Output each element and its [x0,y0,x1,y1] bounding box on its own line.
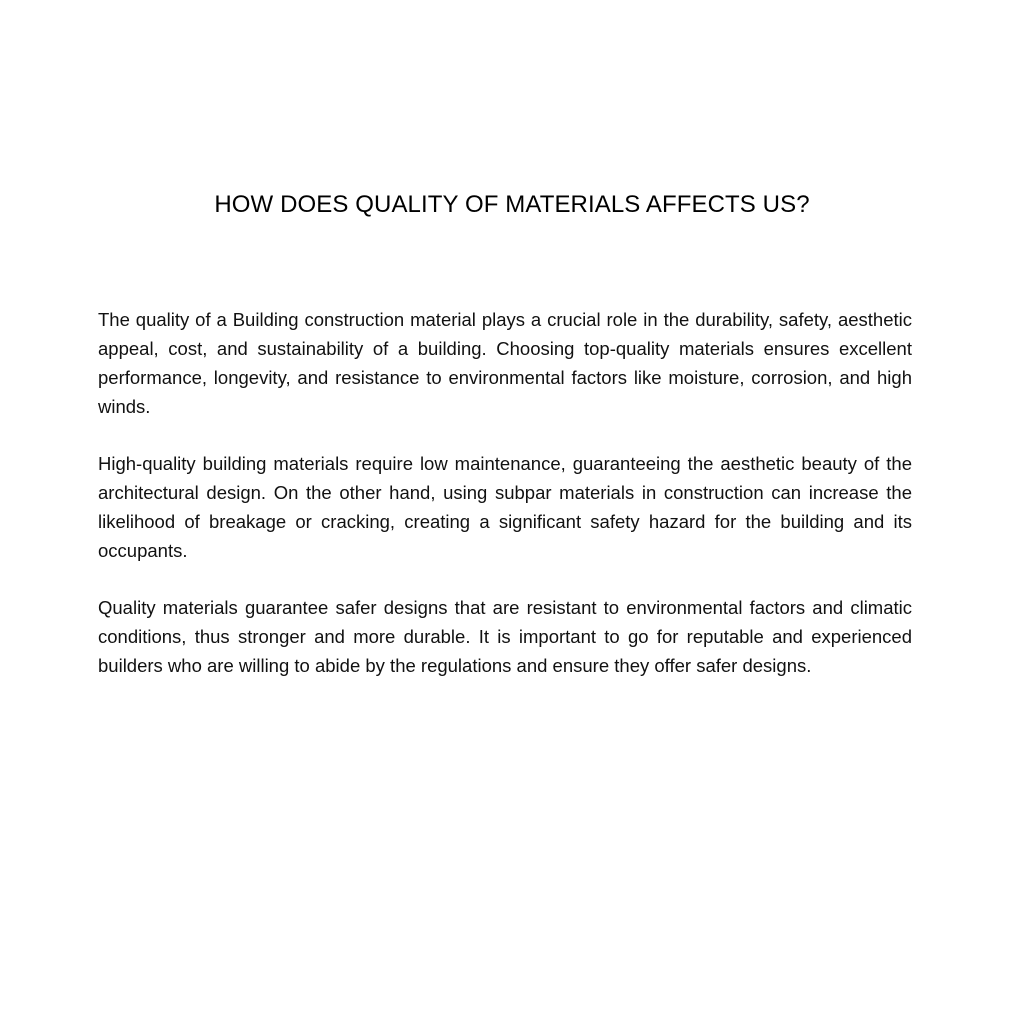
document-body [98,305,912,708]
paragraph-3: Quality materials guarantee safer designs that are resistant to environmental factors and climatic conditions, thus stronger and more durable. It is important to go for reputable and experienced builders who are willing to abide by the regulations and ensure they offer safer designs. [98,597,912,676]
page-title: HOW DOES QUALITY OF MATERIALS AFFECTS US? [214,191,810,218]
paragraph-2: High-quality building materials require low maintenance, guaranteeing the aesthetic beauty of the architectural design. On the other hand, using subpar materials in construction can increase the likelihood of breakage or cracking, creating a significant safety hazard for the building and its occupants. [98,453,912,561]
paragraph-1: The quality of a Building construction material plays a crucial role in the durability, safety, aesthetic appeal, cost, and sustainability of a building. Choosing top-quality materials ensures excellent performance, longevity, and resistance to environmental factors like moisture, corrosion, and high winds. [98,309,912,417]
